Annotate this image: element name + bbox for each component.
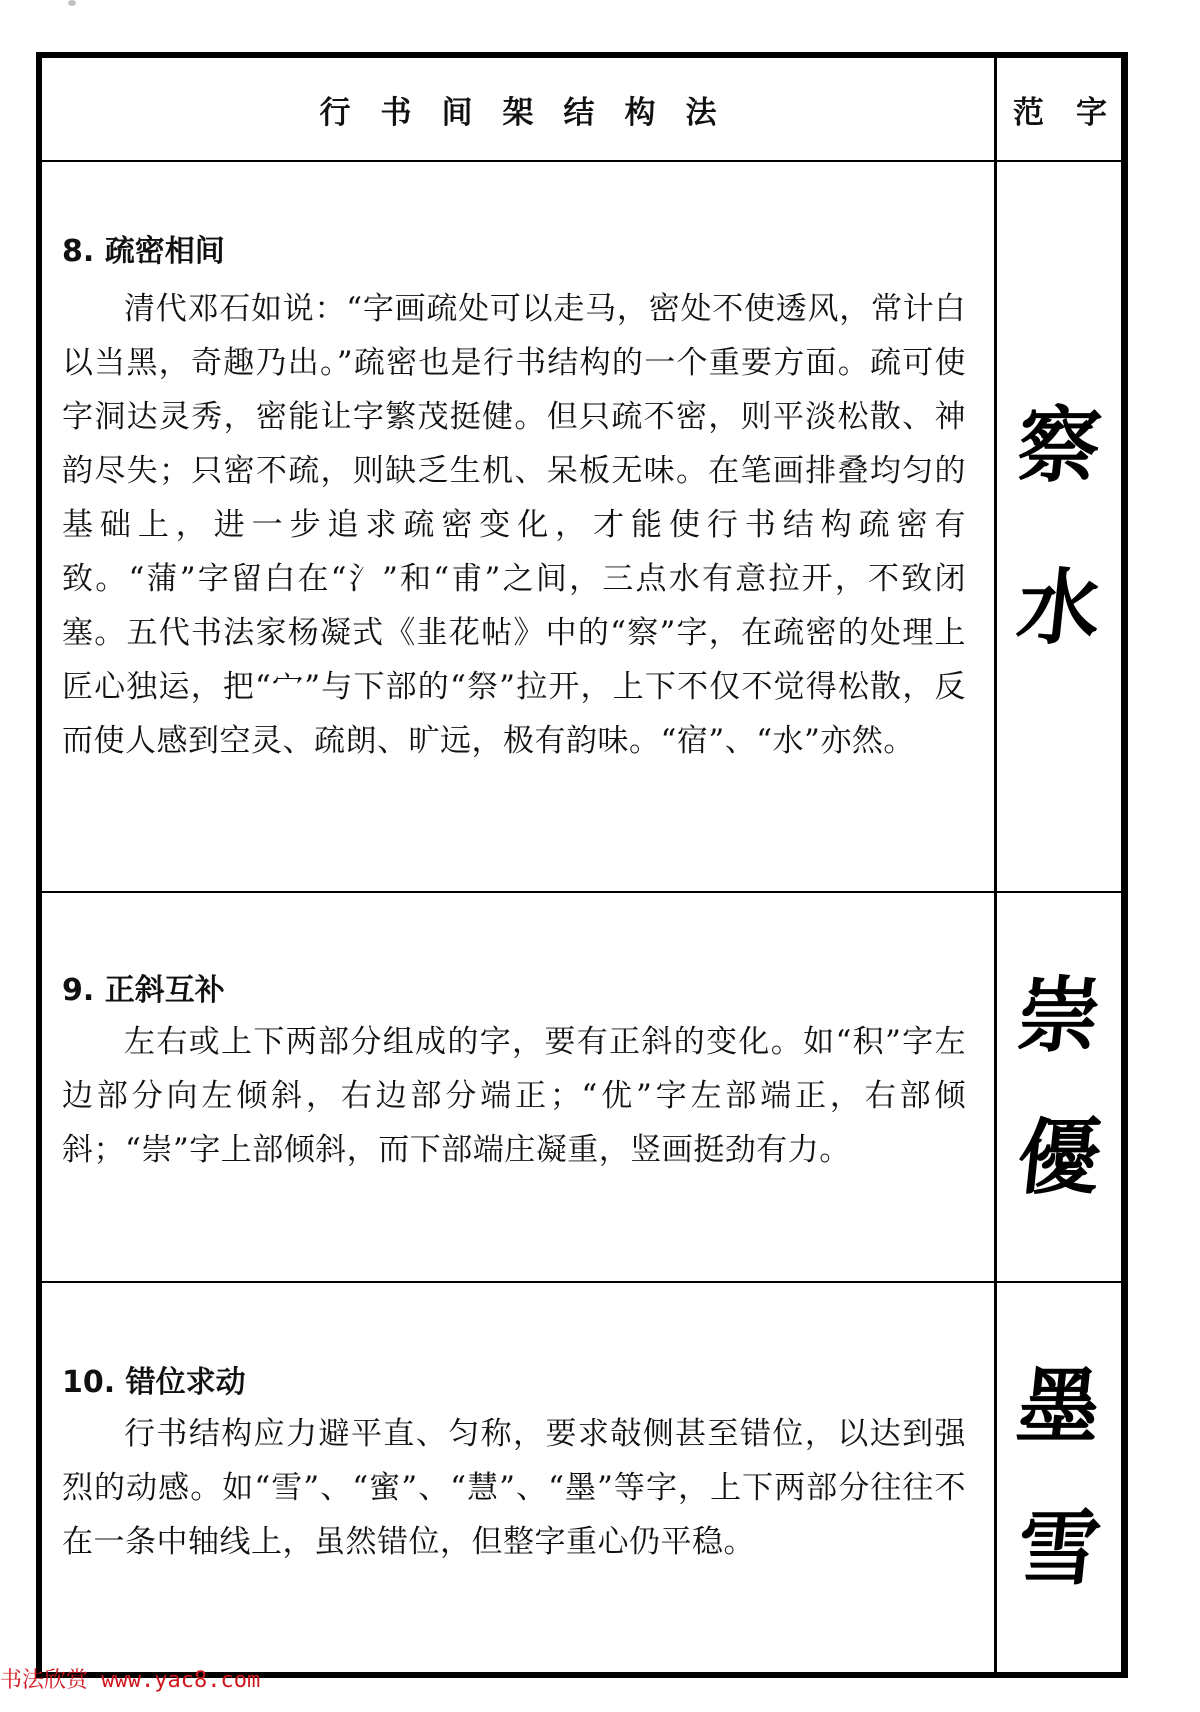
section-9-samples — [997, 893, 1121, 1283]
calligraphy-sample: 雪 — [1012, 1500, 1106, 1597]
calligraphy-sample: 崇 — [1012, 968, 1106, 1064]
section-heading — [62, 232, 966, 272]
sample-heading-char-2: 字 — [1076, 94, 1107, 131]
section-number: 9. — [62, 973, 95, 1008]
section-heading — [62, 1363, 966, 1403]
lesson-table — [36, 52, 1128, 1678]
section-title: 正斜互补 — [104, 973, 225, 1008]
scan-speck — [68, 0, 76, 6]
section-number: 10. — [62, 1365, 116, 1400]
section-body: 行书结构应力避平直、匀称，要求敧侧甚至错位，以达到强烈的动感。如“雪”、“蜜”、“慧”、“墨”等字，上下两部分往往不在一条中轴线上，虽然错位，但整字重心仍平稳。 — [62, 1416, 966, 1560]
calligraphy-sample: 水 — [1012, 559, 1106, 656]
calligraphy-sample: 墨 — [1012, 1358, 1106, 1455]
section-10 — [42, 1283, 997, 1672]
section-10-samples — [997, 1283, 1121, 1672]
header-title-cell — [42, 58, 997, 162]
section-9 — [42, 893, 997, 1283]
sample-heading-char-1: 范 — [1013, 94, 1044, 131]
section-8 — [42, 162, 997, 893]
section-number: 8. — [62, 234, 95, 269]
calligraphy-sample: 優 — [1012, 1110, 1106, 1206]
table-title: 行书间架结构法 — [319, 94, 747, 131]
section-body: 左右或上下两部分组成的字，要有正斜的变化。如“积”字左边部分向左倾斜，右边部分端正；“优”字左部端正，右部倾斜；“崇”字上部倾斜，而下部端庄凝重，竖画挺劲有力。 — [62, 1024, 966, 1168]
header-sample-cell — [997, 58, 1121, 162]
section-title: 错位求动 — [125, 1365, 246, 1400]
calligraphy-sample: 察 — [1012, 397, 1106, 494]
sample-column-heading — [997, 58, 1121, 160]
site-watermark: 书法欣赏 www.yac8.com — [0, 1668, 261, 1693]
section-heading — [62, 971, 966, 1011]
section-body: 清代邓石如说：“字画疏处可以走马，密处不使透风，常计白以当黑，奇趣乃出。”疏密也是行书结构的一个重要方面。疏可使字洞达灵秀，密能让字繁茂挺健。但只疏不密，则平淡松散、神韵尽失；只密不疏，则缺乏生机、呆板无味。在笔画排叠均匀的基础上，进一步追求疏密变化，才能使行书结构疏密有致。“蒲”字留白在“氵”和“甫”之间，三点水有意拉开，不致闭塞。五代书法家杨凝式《韭花帖》中的“察”字，在疏密的处理上匠心独运，把“宀”与下部的“祭”拉开，上下不仅不觉得松散，反而使人感到空灵、疏朗、旷远，极有韵味。“宿”、“水”亦然。 — [62, 291, 966, 759]
section-8-samples — [997, 162, 1121, 893]
section-title: 疏密相间 — [104, 234, 225, 269]
